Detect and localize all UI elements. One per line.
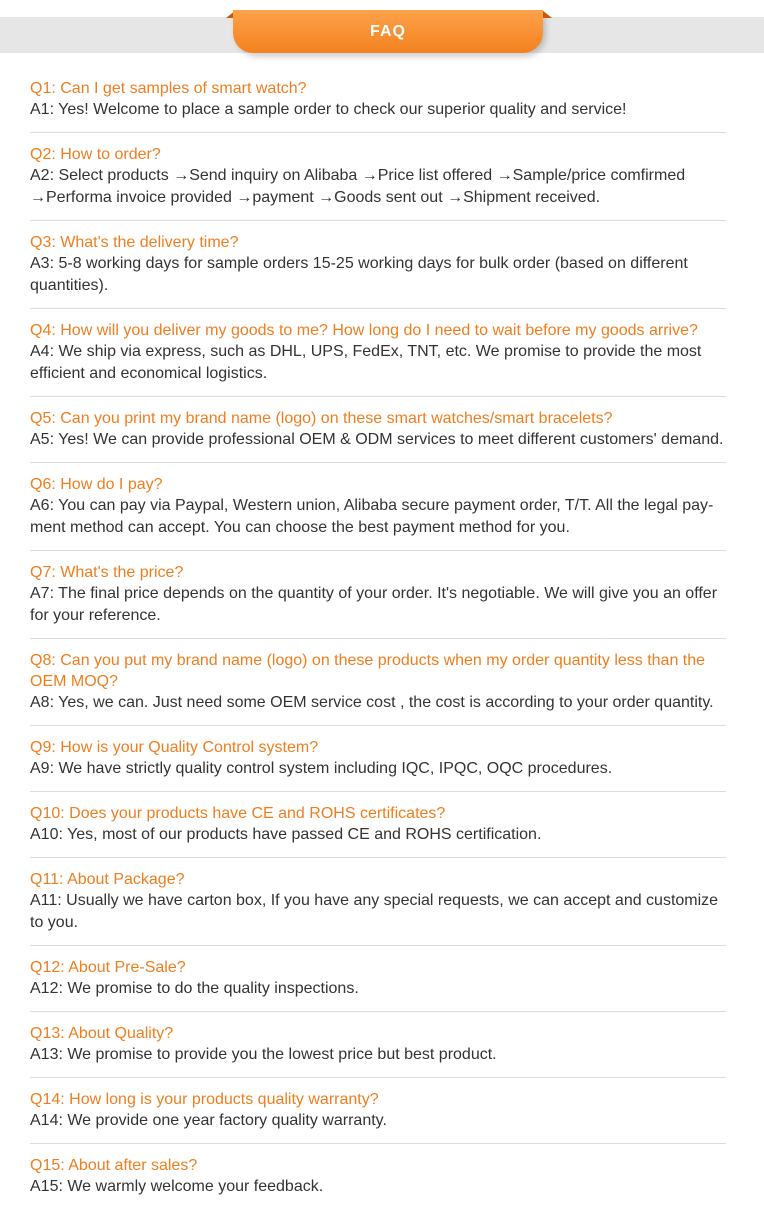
faq-item-13 xyxy=(30,1012,726,1078)
faq-question: Q10: Does your products have CE and ROHS certificates? xyxy=(30,805,446,822)
faq-question: Q5: Can you print my brand name (logo) on these smart watches/smart bracelets? xyxy=(30,410,613,427)
faq-answer: A14: We provide one year factory quality warranty. xyxy=(30,1112,387,1129)
faq-answer: A1: Yes! Welcome to place a sample order to check our superior quality and service! xyxy=(30,101,627,118)
faq-answer: A12: We promise to do the quality inspections. xyxy=(30,980,359,997)
faq-tab-fold-right xyxy=(542,10,552,18)
faq-question: Q2: How to order? xyxy=(30,146,161,163)
faq-item-12 xyxy=(30,946,726,1012)
faq-item-2 xyxy=(30,133,726,221)
faq-answer: A3: 5-8 working days for sample orders 15-25 working days for bulk order (based on different quantities). xyxy=(30,255,688,294)
faq-question: Q6: How do I pay? xyxy=(30,476,163,493)
faq-item-11 xyxy=(30,858,726,946)
faq-item-8 xyxy=(30,639,726,726)
faq-question: Q9: How is your Quality Control system? xyxy=(30,739,319,756)
faq-item-10 xyxy=(30,792,726,858)
faq-question: Q8: Can you put my brand name (logo) on these products when my order quantity less than the OEM MOQ? xyxy=(30,652,706,690)
faq-answer: A9: We have strictly quality control system including IQC, IPQC, OQC procedures. xyxy=(30,760,613,777)
faq-list xyxy=(30,68,726,1209)
faq-question: Q7: What's the price? xyxy=(30,564,184,581)
faq-question: Q4: How will you deliver my goods to me? How long do I need to wait before my goods arrive? xyxy=(30,322,698,339)
faq-item-4 xyxy=(30,309,726,397)
faq-question: Q13: About Quality? xyxy=(30,1025,174,1042)
faq-tab xyxy=(233,10,543,53)
faq-answer: A15: We warmly welcome your feedback. xyxy=(30,1178,324,1195)
faq-question: Q1: Can I get samples of smart watch? xyxy=(30,80,307,97)
faq-answer: A5: Yes! We can provide professional OEM & ODM services to meet different customers' demand. xyxy=(30,431,724,448)
faq-answer: A10: Yes, most of our products have passed CE and ROHS certification. xyxy=(30,826,542,843)
faq-question: Q14: How long is your products quality warranty? xyxy=(30,1091,379,1108)
faq-answer: A11: Usually we have carton box, If you have any special requests, we can accept and customize to you. xyxy=(30,892,719,931)
faq-item-6 xyxy=(30,463,726,551)
faq-item-9 xyxy=(30,726,726,792)
faq-answer: A2: Select products →Send inquiry on Alibaba →Price list offered →Sample/price comfirmed →Performa invoice provided →payment →Goods sent out →Shipment received. xyxy=(30,167,686,206)
faq-question: Q11: About Package? xyxy=(30,871,185,888)
faq-item-7 xyxy=(30,551,726,639)
faq-item-15 xyxy=(30,1144,726,1209)
faq-item-3 xyxy=(30,221,726,309)
faq-answer: A6: You can pay via Paypal, Western union, Alibaba secure payment order, T/T. All the legal pay-ment method can accept. You can choose the best payment method for you. xyxy=(30,497,714,536)
page-title: FAQ xyxy=(370,22,406,40)
faq-question: Q15: About after sales? xyxy=(30,1157,198,1174)
faq-item-1 xyxy=(30,68,726,133)
faq-question: Q3: What's the delivery time? xyxy=(30,234,239,251)
faq-question: Q12: About Pre-Sale? xyxy=(30,959,186,976)
faq-answer: A4: We ship via express, such as DHL, UPS, FedEx, TNT, etc. We promise to provide the most efficient and economical logistics. xyxy=(30,343,702,382)
faq-item-5 xyxy=(30,397,726,463)
faq-item-14 xyxy=(30,1078,726,1144)
faq-answer: A13: We promise to provide you the lowest price but best product. xyxy=(30,1046,497,1063)
faq-answer: A7: The final price depends on the quantity of your order. It's negotiable. We will give you an offer for your reference. xyxy=(30,585,718,624)
faq-answer: A8: Yes, we can. Just need some OEM service cost , the cost is according to your order quantity. xyxy=(30,694,714,711)
